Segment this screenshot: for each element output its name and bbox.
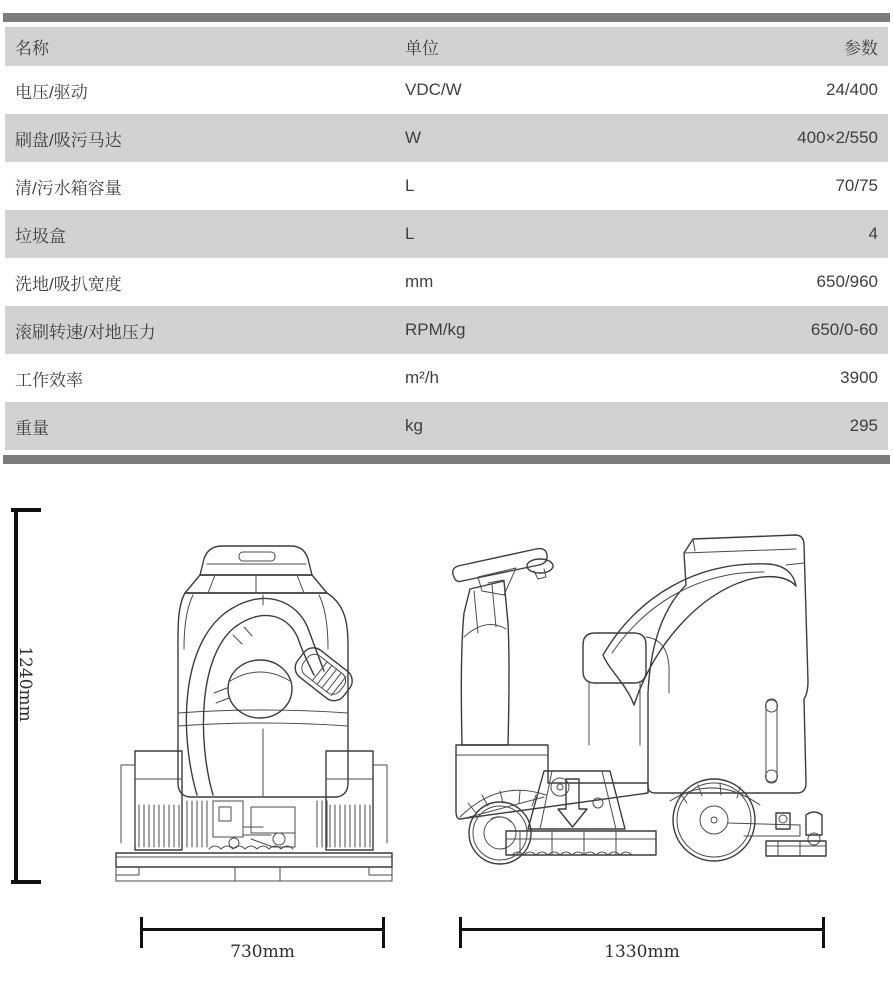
length-dimension-label: 1330mm [604, 942, 680, 962]
column-header-value: 参数 [844, 39, 878, 58]
rear-wheel [670, 779, 760, 861]
side-view-drawing [448, 533, 830, 885]
spec-sheet [0, 0, 893, 464]
spec-unit: VDC/W [405, 80, 462, 99]
spec-value: 650/0-60 [810, 320, 878, 339]
table-row [5, 210, 888, 258]
spec-name: 洗地/吸扒宽度 [15, 274, 122, 294]
table-row [5, 402, 888, 450]
spec-name: 垃圾盒 [15, 226, 66, 246]
spec-value: 295 [849, 416, 878, 435]
spec-unit: kg [405, 416, 423, 435]
table-row [5, 114, 888, 162]
spec-name: 电压/驱动 [15, 82, 88, 102]
dimension-figure [0, 464, 893, 995]
spec-unit: W [405, 128, 422, 147]
height-dimension-label: 1240mm [15, 646, 35, 722]
length-dimension-line [459, 917, 825, 967]
spec-unit: L [405, 224, 415, 243]
width-dimension-label: 730mm [230, 942, 295, 962]
spec-value: 4 [868, 224, 878, 243]
spec-value: 650/960 [816, 272, 878, 291]
spec-unit: m²/h [405, 368, 439, 387]
table-header-row [5, 27, 888, 66]
lid-latch [766, 699, 778, 783]
dimension-line [141, 928, 384, 931]
spec-value: 24/400 [826, 80, 878, 99]
table-row [5, 354, 888, 402]
spec-unit: mm [405, 272, 434, 291]
table-row [5, 258, 888, 306]
spec-value: 3900 [840, 368, 878, 387]
table-top-border [3, 13, 890, 22]
spec-name: 重量 [15, 418, 49, 438]
spec-name: 工作效率 [15, 370, 83, 390]
spec-unit: RPM/kg [405, 320, 466, 339]
spec-unit: L [405, 176, 415, 195]
dimension-line [460, 928, 824, 931]
spec-name: 清/污水箱容量 [15, 178, 122, 198]
width-dimension-line [140, 917, 385, 967]
spec-name: 刷盘/吸污马达 [15, 130, 122, 150]
spec-value: 400×2/550 [797, 128, 878, 147]
spec-name: 滚刷转速/对地压力 [15, 322, 156, 342]
table-bottom-border [3, 455, 890, 464]
steering-wheel [453, 549, 553, 595]
column-header-name: 名称 [15, 39, 49, 58]
table-row [5, 162, 888, 210]
table-row [5, 306, 888, 354]
spec-value: 70/75 [835, 176, 878, 195]
height-dimension-line [10, 508, 42, 884]
dimension-cap [11, 880, 41, 884]
table-row [5, 66, 888, 114]
front-view-drawing [113, 543, 395, 883]
column-header-unit: 单位 [405, 39, 439, 58]
